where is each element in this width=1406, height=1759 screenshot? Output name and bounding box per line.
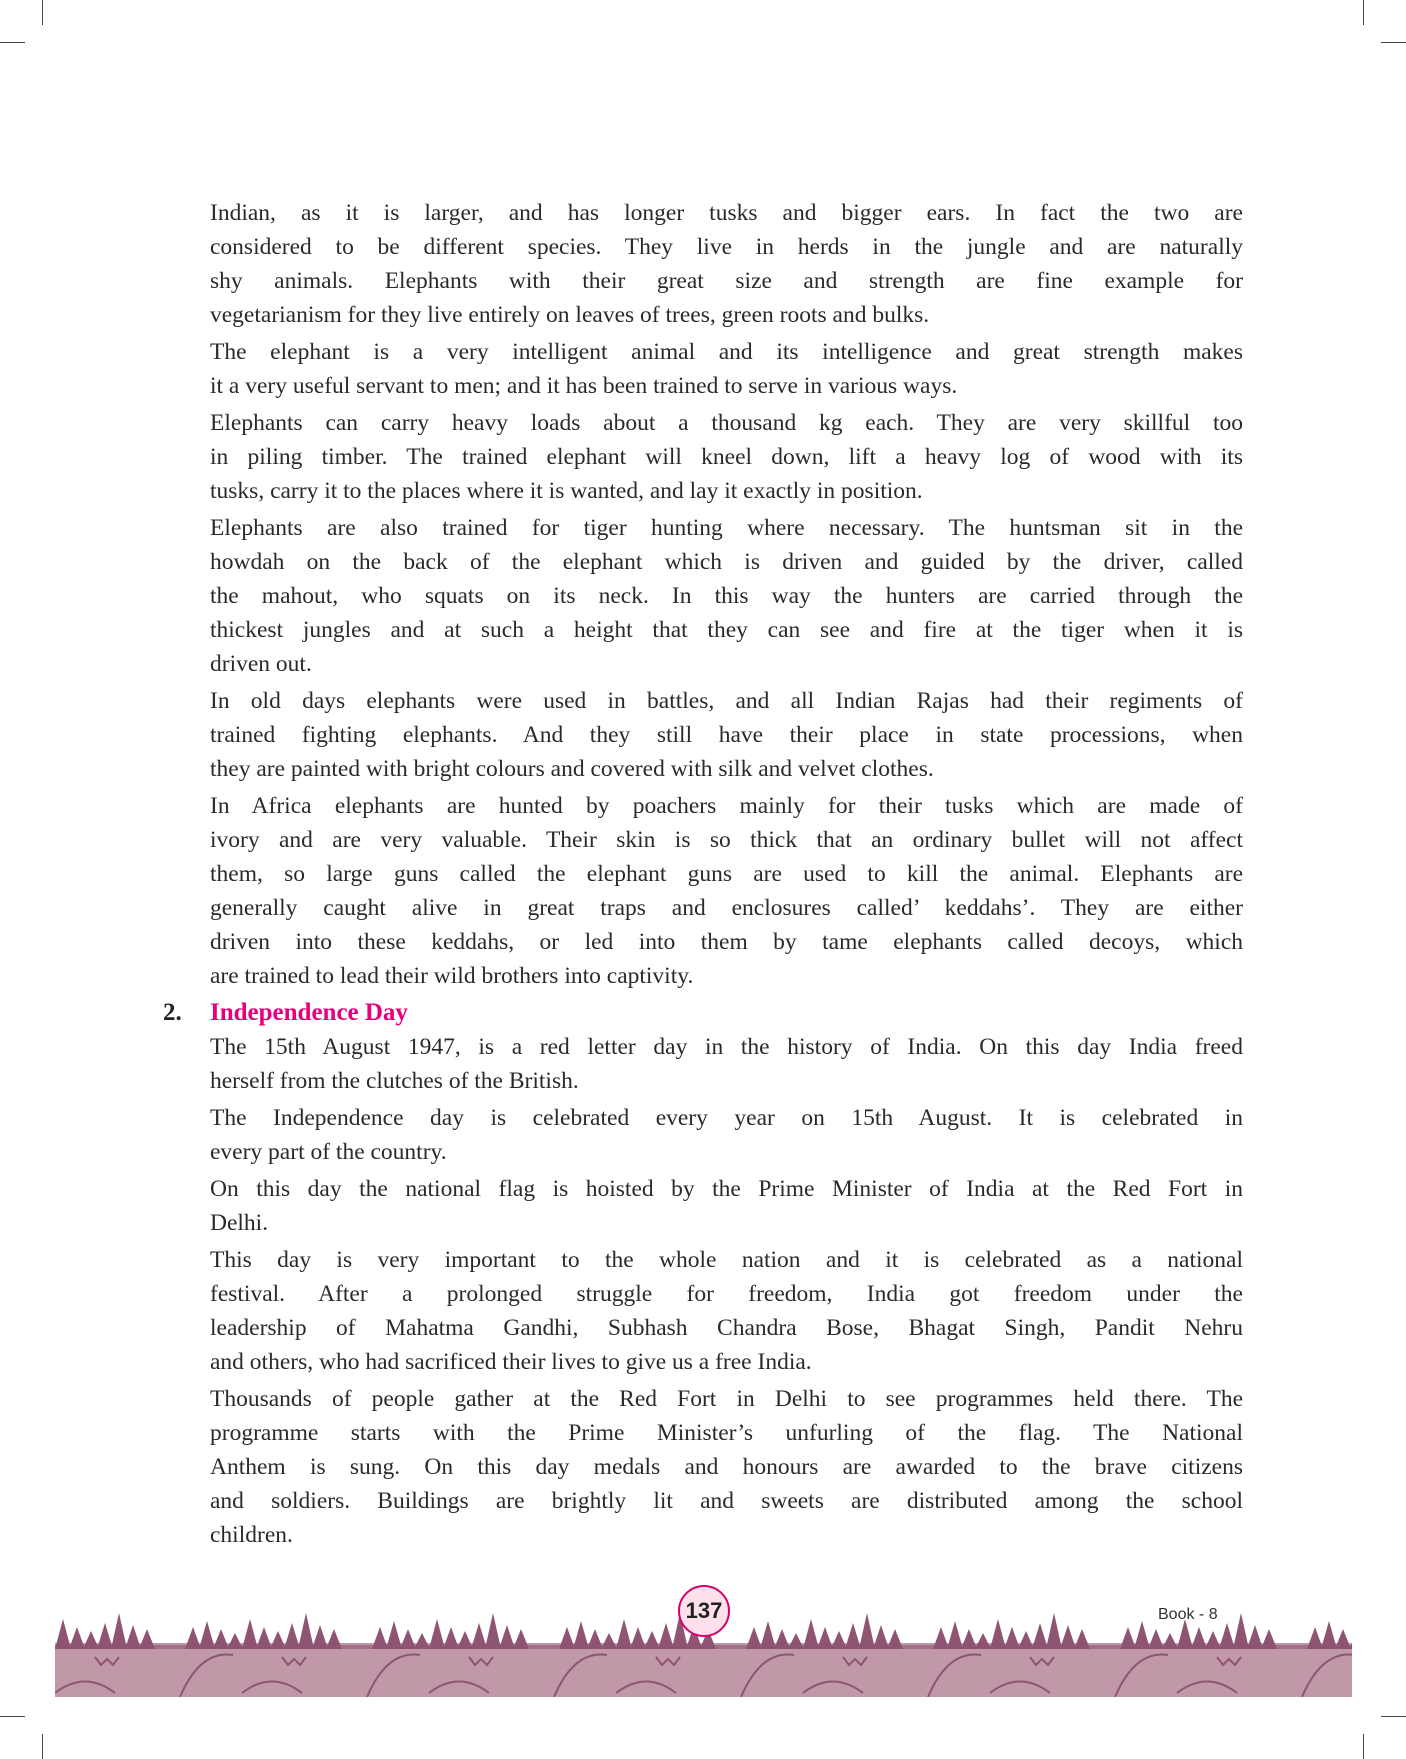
text-line: The 15th August 1947, is a red letter day in the history of India. On this day India freed [210, 1034, 1243, 1060]
paragraph [210, 1382, 1243, 1552]
crop-mark [1363, 1734, 1364, 1759]
crop-mark [42, 0, 43, 25]
section-heading [163, 996, 1243, 1030]
crop-mark [1363, 0, 1364, 25]
text-line: they are painted with bright colours and covered with silk and velvet clothes. [210, 756, 934, 782]
text-line: herself from the clutches of the British. [210, 1068, 579, 1094]
crop-mark [0, 1716, 25, 1717]
text-line: driven out. [210, 651, 312, 677]
crop-mark [1381, 1716, 1406, 1717]
text-line: shy animals. Elephants with their great size and strength are fine example for [210, 268, 1243, 294]
paragraph [210, 1172, 1243, 1240]
text-line: On this day the national flag is hoisted by the Prime Minister of India at the Red Fort in [210, 1176, 1243, 1202]
text-line: leadership of Mahatma Gandhi, Subhash Chandra Bose, Bhagat Singh, Pandit Nehru [210, 1315, 1243, 1341]
crop-mark [0, 42, 25, 43]
text-line: thickest jungles and at such a height that they can see and fire at the tiger when it is [210, 617, 1243, 643]
paragraph [210, 1030, 1243, 1098]
text-line: The Independence day is celebrated every year on 15th August. It is celebrated in [210, 1105, 1243, 1131]
text-line: and others, who had sacrificed their lives to give us a free India. [210, 1349, 812, 1375]
text-line: festival. After a prolonged struggle for freedom, India got freedom under the [210, 1281, 1243, 1307]
paragraph [210, 196, 1243, 332]
paragraph [210, 684, 1243, 786]
text-line: every part of the country. [210, 1139, 447, 1165]
paragraph [210, 511, 1243, 681]
paragraph [210, 406, 1243, 508]
text-line: The elephant is a very intelligent animal and its intelligence and great strength makes [210, 339, 1243, 365]
text-line: Elephants can carry heavy loads about a thousand kg each. They are very skillful too [210, 410, 1243, 436]
footer-treeline [616, 1643, 803, 1649]
text-line: vegetarianism for they live entirely on leaves of trees, green roots and bulks. [210, 302, 930, 328]
section-title: Independence Day [210, 999, 408, 1026]
text-line: ivory and are very valuable. Their skin is so thick that an ordinary bullet will not affect [210, 827, 1243, 853]
text-line: Thousands of people gather at the Red Fort in Delhi to see programmes held there. The [210, 1386, 1243, 1412]
page-body [163, 196, 1243, 1552]
text-line: generally caught alive in great traps and enclosures called’ keddahs’. They are either [210, 895, 1243, 921]
text-line: and soldiers. Buildings are brightly lit and sweets are distributed among the school [210, 1488, 1243, 1514]
text-line: Elephants are also trained for tiger hunting where necessary. The huntsman sit in the [210, 515, 1243, 541]
text-line: In old days elephants were used in battles, and all Indian Rajas had their regiments of [210, 688, 1243, 714]
footer-treeline [242, 1643, 429, 1649]
paragraph [210, 1101, 1243, 1169]
text-line: considered to be different species. They live in herds in the jungle and are naturally [210, 234, 1243, 260]
footer-treeline [990, 1643, 1177, 1649]
text-line: Indian, as it is larger, and has longer tusks and bigger ears. In fact the two are [210, 200, 1243, 226]
text-line: are trained to lead their wild brothers into captivity. [210, 963, 694, 989]
text-line: This day is very important to the whole nation and it is celebrated as a national [210, 1247, 1243, 1273]
text-line: the mahout, who squats on its neck. In this way the hunters are carried through the [210, 583, 1243, 609]
section-elephant-text [210, 196, 1243, 993]
text-line: children. [210, 1522, 293, 1548]
footer-treeline [1177, 1643, 1352, 1649]
text-line: Delhi. [210, 1210, 269, 1236]
footer-treeline [429, 1643, 616, 1649]
text-line: in piling timber. The trained elephant will kneel down, lift a heavy log of wood with its [210, 444, 1243, 470]
paragraph [210, 789, 1243, 993]
text-line: programme starts with the Prime Minister’s unfurling of the flag. The National [210, 1420, 1243, 1446]
book-label: Book - 8 [1158, 1606, 1218, 1623]
crop-mark [1381, 42, 1406, 43]
paragraph [210, 335, 1243, 403]
footer-hill [55, 1645, 1352, 1697]
text-line: howdah on the back of the elephant which is driven and guided by the driver, called [210, 549, 1243, 575]
text-line: trained fighting elephants. And they still have their place in state processions, when [210, 722, 1243, 748]
section-number: 2. [163, 999, 182, 1026]
text-line: Anthem is sung. On this day medals and honours are awarded to the brave citizens [210, 1454, 1243, 1480]
paragraph [210, 1243, 1243, 1379]
text-line: it a very useful servant to men; and it has been trained to serve in various ways. [210, 373, 958, 399]
text-line: In Africa elephants are hunted by poachers mainly for their tusks which are made of [210, 793, 1243, 819]
text-line: them, so large guns called the elephant guns are used to kill the animal. Elephants are [210, 861, 1243, 887]
footer-treeline [803, 1643, 990, 1649]
text-line: tusks, carry it to the places where it is wanted, and lay it exactly in position. [210, 478, 923, 504]
section-independence-day [210, 1030, 1243, 1552]
page-number-badge: 137 [678, 1585, 730, 1637]
crop-mark [42, 1734, 43, 1759]
footer-treeline [55, 1643, 242, 1649]
text-line: driven into these keddahs, or led into them by tame elephants called decoys, which [210, 929, 1243, 955]
